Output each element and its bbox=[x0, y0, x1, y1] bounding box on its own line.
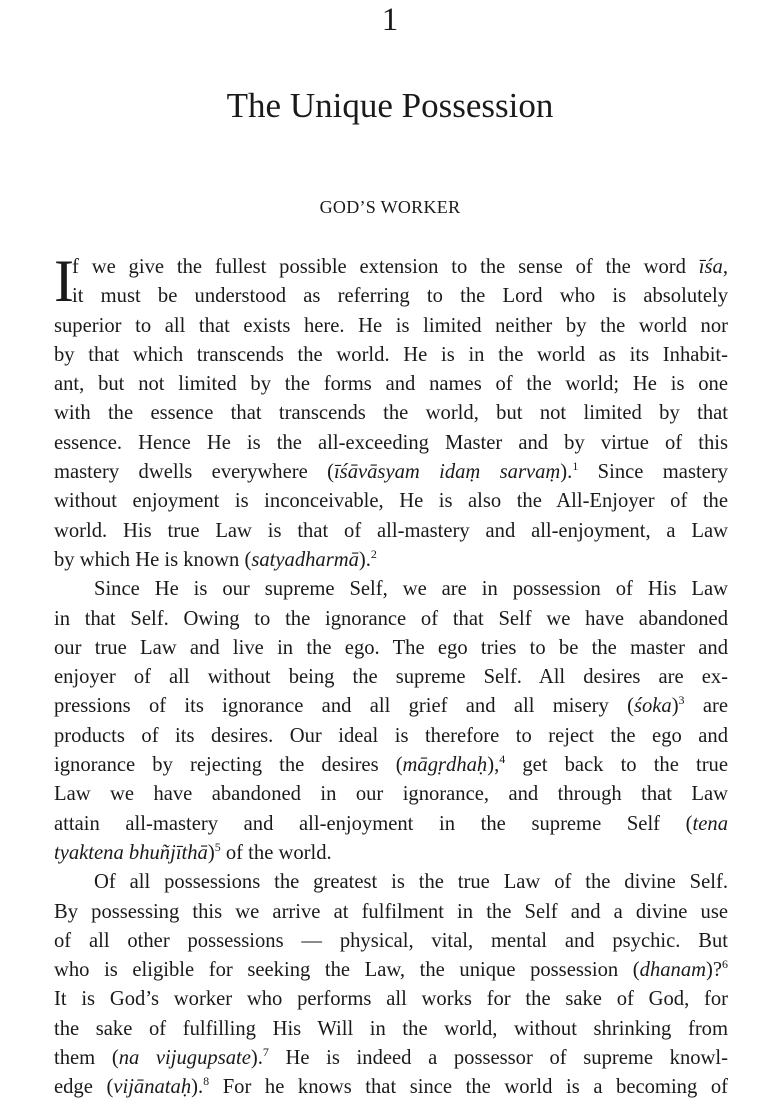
sanskrit-term: dhanam bbox=[639, 959, 706, 982]
text-run: are bbox=[684, 695, 728, 718]
footnote-ref[interactable]: 1 bbox=[572, 459, 579, 474]
text-line bbox=[54, 458, 728, 487]
text-run: it must be understood as referring to the Lord who is absolutely bbox=[72, 285, 728, 308]
text-run: Since mastery bbox=[578, 461, 728, 484]
paragraph-1 bbox=[54, 248, 728, 575]
text-run: who is eligible for seeking the Law, the unique possession ( bbox=[54, 959, 640, 982]
sanskrit-term: īśāvāsyam idaṃ sarvaṃ bbox=[333, 461, 561, 484]
text-run: For he knows that since the world is a becoming of bbox=[209, 1076, 729, 1099]
text-run: f we give the fullest possible extension to the sense of the word bbox=[72, 256, 699, 278]
text-line: the sake of fulfilling His Will in the world, without shrinking from bbox=[54, 1017, 728, 1040]
text-run: get back to the true bbox=[505, 754, 728, 777]
text-line: Since He is our supreme Self, we are in possession of His Law bbox=[94, 578, 728, 601]
text-line: essence. Hence He is the all-exceeding Master and by virtue of this bbox=[54, 431, 728, 454]
text-line bbox=[54, 1044, 728, 1073]
text-run: ignorance by rejecting the desires ( bbox=[54, 754, 403, 777]
footnote-ref[interactable]: 3 bbox=[678, 693, 685, 708]
body-text bbox=[54, 248, 729, 1103]
text-line: superior to all that exists here. He is limited neither by the world nor bbox=[54, 314, 728, 337]
text-line: by that which transcends the world. He is in the world as its Inhabit- bbox=[54, 343, 728, 366]
text-run: , bbox=[722, 256, 728, 278]
sanskrit-term: tyaktena bhuñjīthā bbox=[54, 841, 208, 864]
text-line: ant, but not limited by the forms and names of the world; He is one bbox=[54, 373, 728, 396]
text-run: by which He is known ( bbox=[54, 548, 252, 571]
sanskrit-term: māgṛdhaḥ bbox=[402, 754, 488, 777]
text-run: ) bbox=[671, 695, 679, 718]
text-line: Law we have abandoned in our ignorance, and through that Law bbox=[54, 783, 728, 806]
text-run: of the world. bbox=[220, 841, 332, 864]
text-line: world. His true Law is that of all-mastery and all-enjoyment, a Law bbox=[54, 519, 728, 542]
text-run: ) bbox=[207, 841, 215, 864]
text-line bbox=[54, 956, 728, 985]
paragraph-3 bbox=[54, 868, 728, 1102]
paragraph-2 bbox=[54, 575, 728, 868]
text-line bbox=[54, 282, 728, 311]
text-line bbox=[54, 810, 728, 839]
sanskrit-term: tena bbox=[692, 812, 728, 835]
text-run: mastery dwells everywhere ( bbox=[54, 461, 334, 484]
text-run: attain all-mastery and all-enjoyment in the supreme Self ( bbox=[54, 812, 693, 835]
footnote-ref[interactable]: 4 bbox=[499, 752, 506, 767]
drop-cap: I bbox=[54, 248, 74, 314]
text-run: ). bbox=[250, 1047, 263, 1070]
text-run: them ( bbox=[54, 1047, 119, 1070]
footnote-ref[interactable]: 5 bbox=[214, 839, 221, 854]
text-line bbox=[54, 692, 728, 721]
text-line bbox=[54, 1073, 728, 1102]
section-heading: GOD’S WORKER bbox=[319, 197, 461, 217]
text-line bbox=[54, 546, 728, 575]
footnote-ref[interactable]: 6 bbox=[722, 957, 728, 972]
sanskrit-term: na vijugupsate bbox=[118, 1047, 251, 1070]
footnote-ref[interactable]: 7 bbox=[262, 1045, 269, 1060]
text-line: It is God’s worker who performs all works for the sake of God, for bbox=[54, 988, 728, 1011]
text-line: enjoyer of all without being the supreme Self. All desires are ex- bbox=[54, 666, 728, 689]
text-line: with the essence that transcends the world, but not limited by that bbox=[54, 402, 728, 425]
sanskrit-term: satyadharmā bbox=[251, 548, 359, 571]
footnote-ref[interactable]: 8 bbox=[203, 1074, 210, 1089]
text-run: )? bbox=[706, 959, 722, 982]
sanskrit-term: śoka bbox=[633, 695, 672, 718]
text-line: our true Law and live in the ego. The ego tries to be the master and bbox=[54, 636, 728, 659]
text-line: of all other possessions — physical, vital, mental and psychic. But bbox=[54, 929, 728, 952]
sanskrit-term: vijānataḥ bbox=[113, 1076, 192, 1099]
text-line: products of its desires. Our ideal is therefore to reject the ego and bbox=[54, 724, 728, 747]
chapter-number: 1 bbox=[381, 2, 399, 38]
text-run: pressions of its ignorance and all grief and all misery ( bbox=[54, 695, 634, 718]
text-run: edge ( bbox=[54, 1076, 114, 1099]
footnote-ref[interactable]: 2 bbox=[370, 546, 377, 561]
text-run: ). bbox=[358, 548, 371, 571]
text-run: He is indeed a possessor of supreme knowl- bbox=[268, 1047, 729, 1070]
text-line: in that Self. Owing to the ignorance of that Self we have abandoned bbox=[54, 607, 728, 630]
chapter-title: The Unique Possession bbox=[226, 86, 554, 125]
text-line: without enjoyment is inconceivable, He is also the All-Enjoyer of the bbox=[54, 490, 728, 513]
text-run: ). bbox=[191, 1076, 204, 1099]
text-line: Of all possessions the greatest is the true Law of the divine Self. bbox=[94, 871, 728, 894]
text-run: ). bbox=[560, 461, 573, 484]
text-line: By possessing this we arrive at fulfilment in the Self and a divine use bbox=[54, 900, 728, 923]
text-line bbox=[54, 751, 728, 780]
text-line bbox=[54, 839, 728, 868]
text-run: ), bbox=[487, 754, 500, 777]
sanskrit-term: īśa bbox=[698, 256, 723, 278]
